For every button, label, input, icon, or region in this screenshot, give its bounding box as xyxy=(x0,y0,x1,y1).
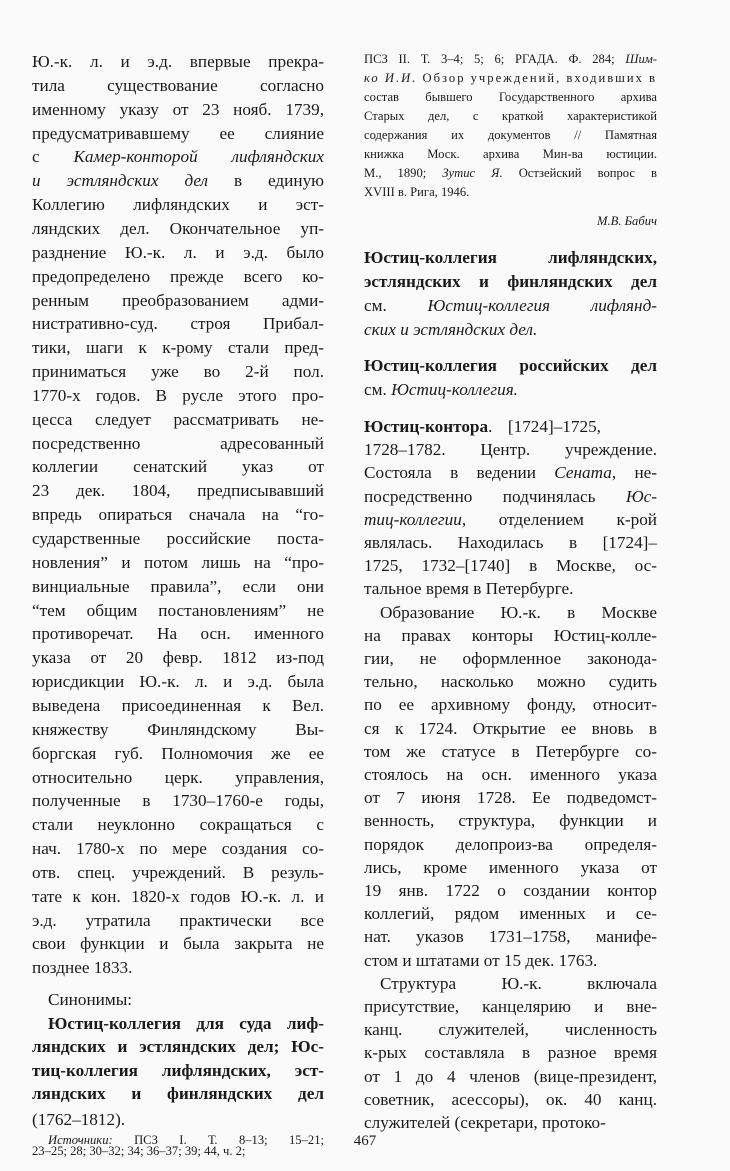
text-span: Обзор учреждений, входивших в xyxy=(417,71,657,85)
right-text-line: содержания их документов // Памятная xyxy=(364,128,657,142)
left-text-line: Синонимы: xyxy=(48,990,133,1009)
right-text-line: 1728–1782. Центр. учреждение. xyxy=(364,440,657,460)
text-span: в единую xyxy=(208,171,324,191)
text-span: М., 1890; xyxy=(364,166,443,180)
text-span: посредственно подчинялась xyxy=(364,486,626,506)
left-text-line: относительно церк. управления, xyxy=(32,767,324,787)
right-text-line xyxy=(364,166,657,181)
right-text-line: на правах конторы Юстиц-колле- xyxy=(364,625,657,645)
text-span: Камер-конторой лифляндских xyxy=(73,147,324,167)
left-text-line: ляндских и финляндских дел xyxy=(32,1084,324,1103)
right-text-line: том же статусе в Петербурге со- xyxy=(364,741,657,761)
text-span: Шим- xyxy=(625,52,657,66)
right-text-line xyxy=(364,52,657,67)
left-text-line: предусматривавшему ее слияние xyxy=(32,123,324,143)
right-text-line: ся к 1724. Открытие ее вновь в xyxy=(364,718,657,738)
left-text-line: нач. 1780-х по мере создания со- xyxy=(32,839,324,859)
left-text-line: предопределено прежде всего ко- xyxy=(32,266,324,286)
text-span: с xyxy=(32,147,74,167)
left-text-line: (1762–1812). xyxy=(32,1110,126,1129)
left-text-line: новления” и потом лишь на “про- xyxy=(32,552,324,572)
author-signature: М.В. Бабич xyxy=(597,214,657,228)
right-text-line: венность, структура, функции и xyxy=(364,811,657,831)
text-span: и эстляндских дел xyxy=(32,171,209,191)
right-text-line: Юстиц-коллегия лифляндских, xyxy=(364,248,657,267)
left-text-line: княжеству Финляндскому Вы- xyxy=(32,719,324,739)
right-text-line: по ее архивному фонду, относит- xyxy=(364,695,657,715)
left-text-line: боргская губ. Полномочия же ее xyxy=(32,743,324,763)
right-text-line: XVIII в. Рига, 1946. xyxy=(364,185,470,199)
right-text-line: к-рых составляла в разное время xyxy=(364,1043,657,1063)
text-span: Зутис Я. xyxy=(442,166,503,180)
right-text-line: являлась. Находилась в [1724]– xyxy=(364,533,657,552)
right-text-line: 1725, 1732–[1740] в Москве, ос- xyxy=(364,556,657,576)
left-text-line: э.д. утратила практически все xyxy=(32,910,324,930)
right-text-line: нат. указов 1731–1758, манифе- xyxy=(364,927,657,947)
right-text-line: канц. служителей, численность xyxy=(364,1020,657,1040)
text-span: . [1724]–1725, xyxy=(488,417,601,436)
text-span: Состояла в ведении xyxy=(364,463,555,483)
right-text-line xyxy=(364,417,601,437)
left-text-line: именному указу от 23 нояб. 1739, xyxy=(32,99,324,119)
text-span: Источники: xyxy=(48,1133,113,1147)
left-text-line: свои функции и была закрыта не xyxy=(32,934,324,954)
left-text-line: указа от 20 февр. 1812 из-под xyxy=(32,648,324,668)
left-text-line: “тем общим постановлениям” не xyxy=(32,600,324,620)
text-span: см. xyxy=(364,296,428,315)
right-text-line xyxy=(364,296,657,316)
left-text-line: приниматься уже во 2-й пол. xyxy=(32,362,324,382)
left-text-line: тате к кон. 1820-х годов Ю.-к. л. и xyxy=(32,886,324,906)
right-text-line: Структура Ю.-к. включала xyxy=(380,973,657,993)
left-text-line: винциальные правила”, если они xyxy=(32,576,324,596)
right-text-line xyxy=(364,463,657,483)
right-text-line: тальное время в Петербурге. xyxy=(364,579,574,599)
right-text-line xyxy=(364,510,657,530)
right-text-line: лись, кроме именного указа от xyxy=(364,857,657,877)
left-text-line: цесса следует рассматривать не- xyxy=(32,409,324,429)
left-text-line: посредственно адресованный xyxy=(32,433,324,453)
left-text-line: противоречат. На осн. именного xyxy=(32,624,324,644)
text-span: , отделением к-рой xyxy=(461,509,657,529)
left-text-line: 1770-х годов. В русле этого про- xyxy=(32,385,324,405)
text-span: ко И.И. xyxy=(364,71,418,85)
right-text-line: тельно, насколько можно судить xyxy=(364,672,657,692)
right-text-line xyxy=(364,487,657,507)
left-text-line: ренным преобразованием адми- xyxy=(32,290,324,310)
text-span: Юстиц-контора xyxy=(364,417,489,436)
left-text-line: выведена присоединенная к Вел. xyxy=(32,695,324,715)
right-text-line: ских и эстляндских дел. xyxy=(364,320,538,339)
right-text-line: порядок делопроиз-ва определя- xyxy=(364,834,657,854)
right-text-line: книжка Моск. архива Мин-ва юстиции. xyxy=(364,147,657,161)
left-text-line: позднее 1833. xyxy=(32,958,133,978)
left-text-line: юрисдикции Ю.-к. л. и э.д. была xyxy=(32,672,324,692)
left-text-line xyxy=(32,147,324,167)
text-span: тиц-коллегии xyxy=(364,509,462,529)
right-text-line: 19 янв. 1722 о создании контор xyxy=(364,881,657,900)
text-span: Остзейский вопрос в xyxy=(502,166,657,180)
left-text-line: впредь опираться сначала на “го- xyxy=(32,505,324,525)
right-text-line: Образование Ю.-к. в Москве xyxy=(380,602,657,622)
left-text-line: ляндских дел. Окончательное уп- xyxy=(32,218,324,238)
left-text-line: 23–25; 28; 30–32; 34; 36–37; 39; 44, ч. 2; xyxy=(32,1144,246,1158)
text-span: Сената xyxy=(554,463,612,483)
right-text-line: присутствие, канцелярию и вне- xyxy=(364,997,657,1016)
left-text-line: тиц-коллегия лифляндских, эст- xyxy=(32,1061,324,1080)
text-span: Юстиц-коллегия. xyxy=(391,380,518,399)
right-text-line: стоялось на осн. именного указа xyxy=(364,765,657,784)
left-text-line: 23 дек. 1804, предписывавший xyxy=(32,481,324,501)
left-text-line: Ю.-к. л. и э.д. впервые прекра- xyxy=(32,52,324,71)
left-text-line: сударственные российские поста- xyxy=(32,529,324,548)
left-text-line xyxy=(32,171,324,191)
right-text-line: Юстиц-коллегия российских дел xyxy=(364,356,657,375)
left-text-line: тила существование согласно xyxy=(32,75,324,95)
left-text-line: отв. спец. учреждений. В резуль- xyxy=(32,862,324,882)
left-text-line: тики, шаги к к-рому стали пред- xyxy=(32,338,324,358)
text-span: ПСЗ II. Т. 3–4; 5; 6; РГАДА. Ф. 284; xyxy=(364,52,626,66)
left-text-line: нистративно-суд. строя Прибал- xyxy=(32,314,324,334)
right-text-line: советник, асессоры), ок. 40 канц. xyxy=(364,1089,657,1109)
right-text-line: служителей (секретари, протоко- xyxy=(364,1113,606,1132)
page-number: 467 xyxy=(353,1133,377,1149)
right-text-line: эстляндских и финляндских дел xyxy=(364,272,657,291)
left-text-line: стали неуклонно сокращаться с xyxy=(32,815,324,835)
right-text-line xyxy=(364,71,657,86)
right-text-line: от 1 до 4 членов (вице-президент, xyxy=(364,1066,657,1086)
right-text-line: стом и штатами от 15 дек. 1763. xyxy=(364,950,598,970)
left-text-line: Коллегию лифляндских и эст- xyxy=(32,195,324,215)
text-span: ПСЗ I. Т. 8–13; 15–21; xyxy=(112,1133,324,1147)
right-text-line: коллегий, рядом именных и се- xyxy=(364,904,657,924)
left-text-line: полученные в 1730–1760-е годы, xyxy=(32,791,324,811)
text-span: Юс- xyxy=(625,486,657,506)
left-text-line: Юстиц-коллегия для суда лиф- xyxy=(48,1014,324,1033)
right-text-line: от 7 июня 1728. Ее подведомст- xyxy=(364,788,657,808)
right-text-line xyxy=(364,380,518,400)
right-text-line: Старых дел, с краткой характеристикой xyxy=(364,109,657,123)
text-span: см. xyxy=(364,380,392,399)
text-span: Юстиц-коллегия лифлянд- xyxy=(427,296,657,315)
left-text-line: ляндских и эстляндских дел; Юс- xyxy=(32,1037,324,1056)
right-text-line: состав бывшего Государственного архива xyxy=(364,90,657,104)
left-text-line: разднение Ю.-к. л. и э.д. было xyxy=(32,242,324,262)
left-text-line: коллегии сенатский указ от xyxy=(32,457,324,477)
text-span: , не- xyxy=(611,463,657,483)
right-text-line: гии, не оформленное законода- xyxy=(364,649,657,668)
